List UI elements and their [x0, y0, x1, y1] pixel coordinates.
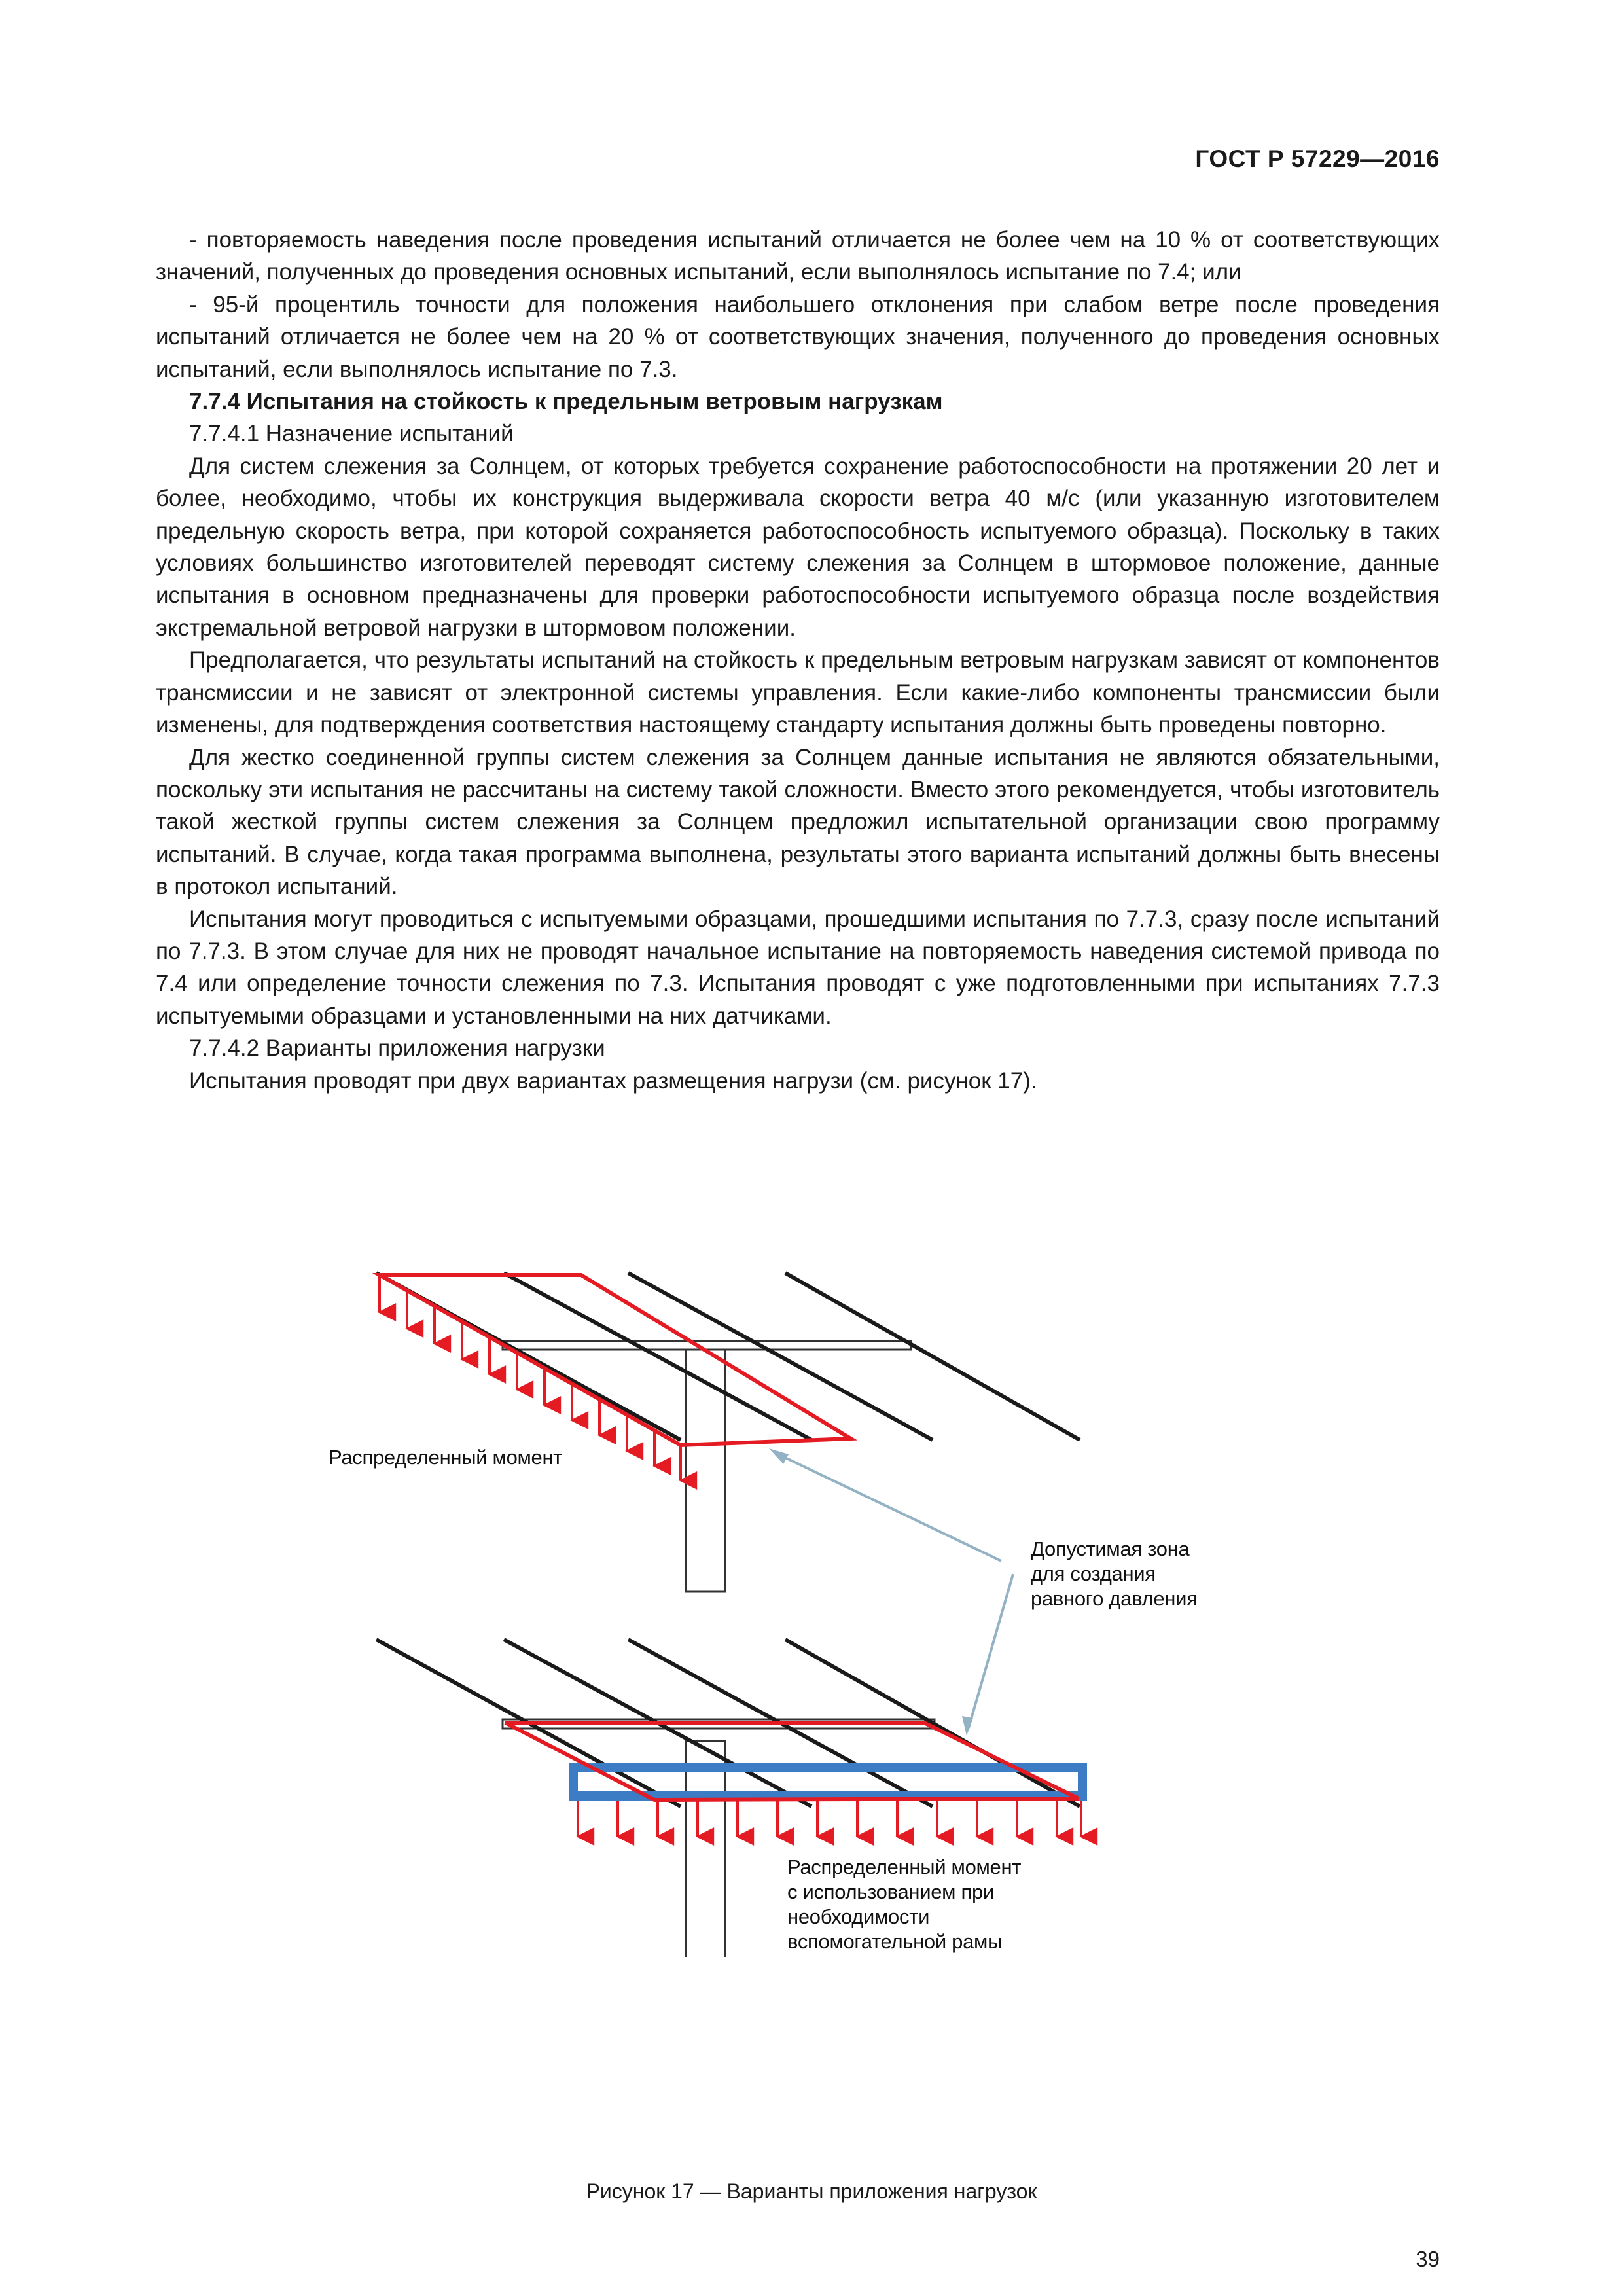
- subsection-heading: 7.7.4.2 Варианты приложения нагрузки: [189, 1035, 605, 1062]
- figure-caption: Рисунок 17 — Варианты приложения нагрузок: [586, 2179, 1037, 2203]
- load-arrows-bottom: [578, 1801, 1081, 1837]
- body-text: [156, 224, 1440, 1097]
- paragraph: Испытания могут проводиться с испытуемыми образцами, прошедшими испытания по 7.7.3, сразу после испытаний по 7.7.3. В этом случае для них не проводят начальное испытание на повторяемость наведения системой привода по 7.4 или определение точности слежения по 7.3. Испытания проводят с уже подготовленными при испытаниях 7.7.3 испытуемыми образцами и установленными на них датчиками.: [156, 906, 1440, 1029]
- paragraph: Для жестко соединенной группы систем слежения за Солнцем данные испытания не являются обязательными, поскольку эти испытания не рассчитаны на систему такой сложности. Вместо этого рекомендуется, чтобы изготовитель такой жесткой группы систем слежения за Солнцем предложил испытательной организации свою программу испытаний. В случае, когда такая программа выполнена, результаты этого варианта испытаний должны быть внесены в протокол испытаний.: [156, 744, 1440, 900]
- load-zone-bottom: [505, 1723, 1079, 1800]
- page-number: 39: [1416, 2247, 1440, 2271]
- subsection-heading: 7.7.4.1 Назначение испытаний: [189, 421, 514, 447]
- paragraph: Предполагается, что результаты испытаний на стойкость к предельным ветровым нагрузкам зависят от компонентов трансмиссии и не зависят от электронной системы управления. Если какие-либо компоненты трансмиссии были изменены, для подтверждения соответствия настоящему стандарту испытания должны быть проведены повторно.: [156, 647, 1440, 738]
- aux-frame: [573, 1767, 1082, 1796]
- load-diagram: [0, 1217, 1623, 1957]
- label-distributed-moment-bottom: [787, 1855, 1021, 1954]
- paragraph: - 95-й процентиль точности для положения наибольшего отклонения при слабом ветре после проведения испытаний отличается не более чем на 20 % от соответствующих значения, полученного до проведения основных испытаний, если выполнялось испытание по 7.3.: [156, 291, 1440, 382]
- section-heading: 7.7.4 Испытания на стойкость к предельным ветровым нагрузкам: [189, 389, 943, 415]
- paragraph: - повторяемость наведения после проведения испытаний отличается не более чем на 10 % от соответствующих значений, полученных до проведения основных испытаний, если выполнялось испытание по 7.4; или: [156, 227, 1440, 285]
- post-top: [686, 1348, 725, 1592]
- label-zone-line: равного давления: [1031, 1587, 1198, 1610]
- label-allowed-zone: [1031, 1537, 1198, 1611]
- beam-top: [503, 1341, 911, 1350]
- figure-17: [0, 1217, 1623, 1957]
- paragraph: Испытания проводят при двух вариантах размещения нагрузи (см. рисунок 17).: [189, 1067, 1037, 1094]
- label-zone-line: для создания: [1031, 1562, 1156, 1585]
- post-bottom: [686, 1741, 725, 1957]
- label-bottom-line: необходимости: [787, 1905, 930, 1928]
- label-bottom-line: Распределенный момент: [787, 1856, 1022, 1878]
- label-bottom-line: с использованием при: [787, 1880, 994, 1903]
- top-tracker: [376, 1273, 1080, 1592]
- label-zone-line: Допустимая зона: [1031, 1537, 1190, 1560]
- paragraph: Для систем слежения за Солнцем, от которых требуется сохранение работоспособности на протяжении 20 лет и более, необходимо, чтобы их конструкция выдерживала скорости ветра 40 м/с (или указанную изготовителем предельную скорость ветра, при которой сохраняется работоспособность испытуемого образца). Поскольку в таких условиях большинство изготовителей переводят систему слежения за Солнцем в штормовое положение, данные испытания в основном предназначены для проверки работоспособности испытуемого образца после воздействия экстремальной ветровой нагрузки в штормовом положении.: [156, 453, 1440, 641]
- label-bottom-line: вспомогательной рамы: [787, 1930, 1003, 1953]
- label-distributed-moment-top: Распределенный момент: [329, 1446, 563, 1469]
- document-header-id: ГОСТ Р 57229—2016: [1195, 145, 1440, 172]
- load-zone-top: [380, 1275, 851, 1445]
